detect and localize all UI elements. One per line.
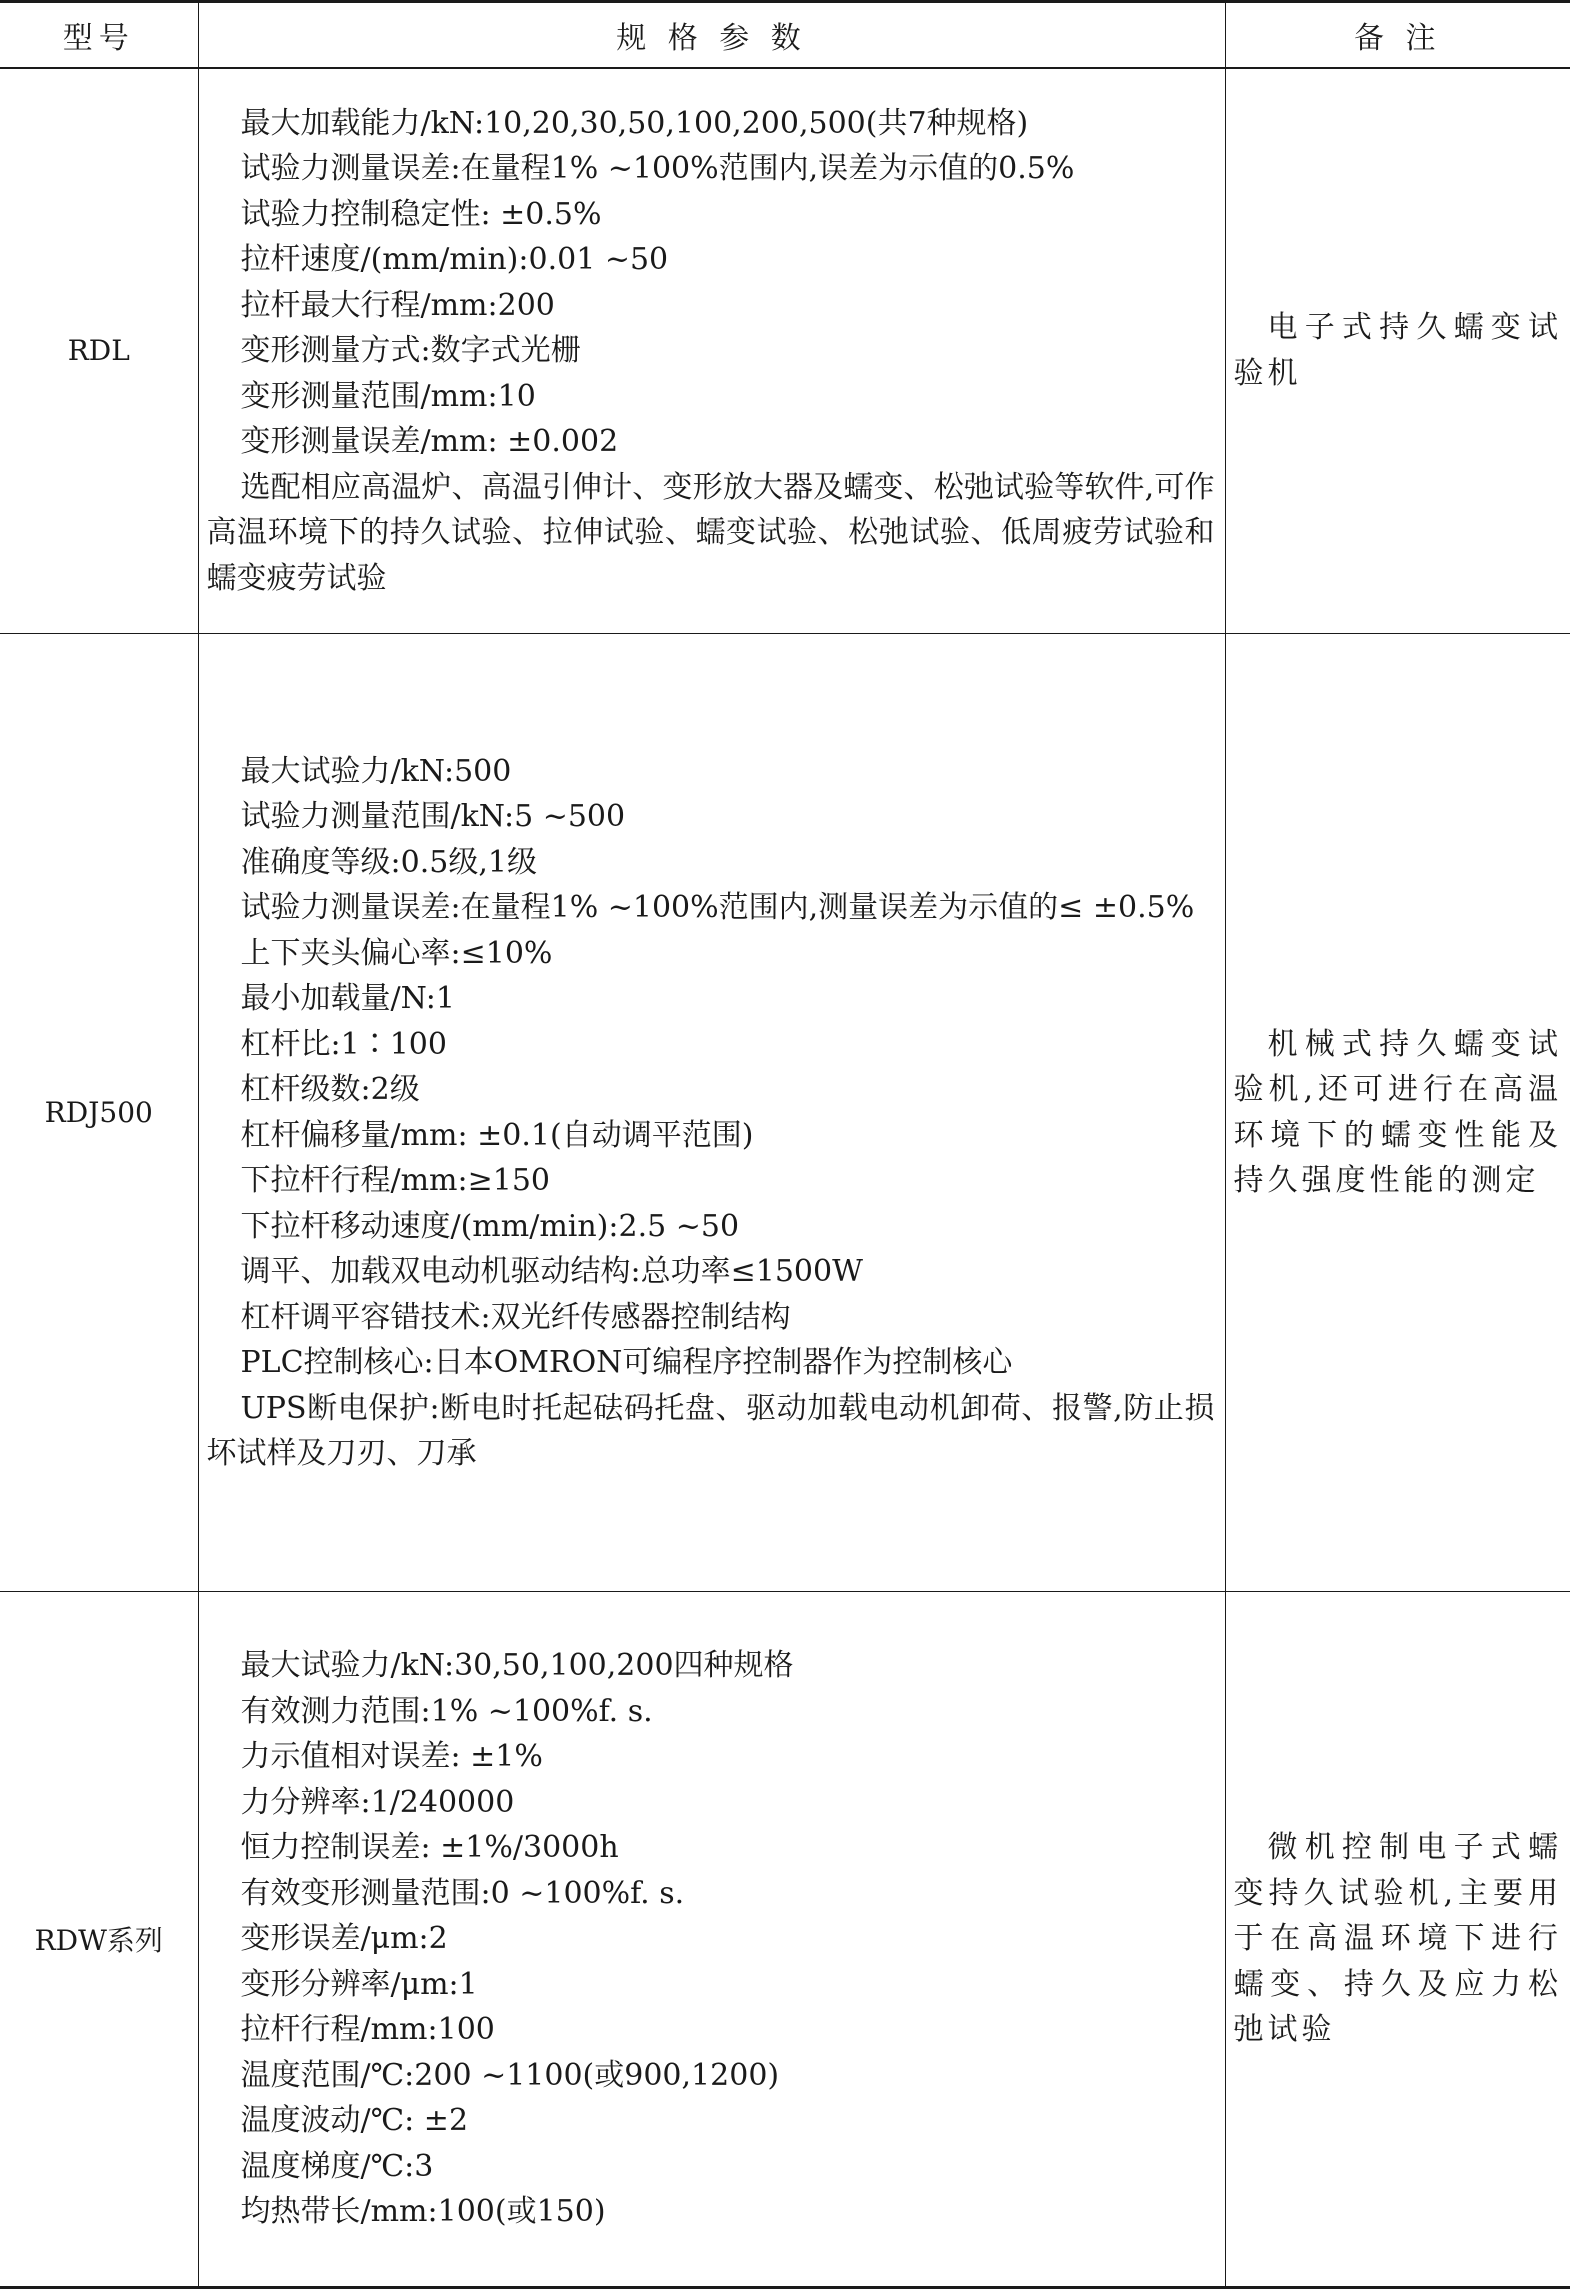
spec-line: 有效变形测量范围:0 ~100%f. s. xyxy=(240,1875,685,1911)
header-note: 备 注 xyxy=(1225,2,1570,68)
spec-line: 力示值相对误差: ±1% xyxy=(240,1739,543,1775)
spec-line: 恒力控制误差: ±1%/3000h xyxy=(240,1830,619,1866)
spec-line: 试验力测量误差:在量程1% ~100%范围内,测量误差为示值的≤ ±0.5% xyxy=(240,890,1195,925)
spec-line: 温度梯度/℃:3 xyxy=(240,2148,434,2184)
table-row-rdl xyxy=(0,68,1570,634)
spec-cell xyxy=(198,634,1225,1592)
spec-line: 变形测量方式:数字式光栅 xyxy=(240,333,581,368)
spec-line: 变形测量误差/mm: ±0.002 xyxy=(240,424,619,459)
spec-line: 上下夹头偏心率:≤10% xyxy=(240,935,553,971)
note-cell xyxy=(1225,68,1570,634)
spec-line: 最大加载能力/kN:10,20,30,50,100,200,500(共7种规格) xyxy=(240,105,1029,141)
model-cell: RDW系列 xyxy=(0,1592,198,2288)
spec-line: PLC控制核心:日本OMRON可编程序控制器作为控制核心 xyxy=(240,1345,1013,1380)
spec-cell xyxy=(198,68,1225,634)
spec-line: 杠杆比:1∶100 xyxy=(240,1026,447,1062)
spec-line: 选配相应高温炉、高温引伸计、变形放大器及蠕变、松弛试验等软件,可作高温环境下的持久试验、拉伸试验、蠕变试验、松弛试验、低周疲劳试验和蠕变疲劳试验 xyxy=(206,469,1215,596)
table-row-rdj500 xyxy=(0,634,1570,1592)
spec-line: 变形测量范围/mm:10 xyxy=(240,378,536,414)
spec-line: 拉杆最大行程/mm:200 xyxy=(240,287,555,323)
spec-line: 试验力测量范围/kN:5 ~500 xyxy=(240,799,626,834)
spec-line: 拉杆速度/(mm/min):0.01 ~50 xyxy=(240,242,669,277)
table-header-row xyxy=(0,2,1570,68)
note-text: 微机控制电子式蠕变持久试验机,主要用于在高温环境下进行蠕变、持久及应力松弛试验 xyxy=(1233,1830,1562,2048)
spec-line: 变形分辨率/μm:1 xyxy=(240,1966,478,2002)
spec-line: 最大试验力/kN:30,50,100,200四种规格 xyxy=(240,1648,794,1684)
spec-line: 杠杆偏移量/mm: ±0.1(自动调平范围) xyxy=(240,1117,754,1153)
spec-line: 均热带长/mm:100(或150) xyxy=(240,2194,606,2230)
spec-line: 最大试验力/kN:500 xyxy=(240,753,512,789)
spec-line: 下拉杆移动速度/(mm/min):2.5 ~50 xyxy=(240,1208,740,1244)
spec-line: 下拉杆行程/mm:≥150 xyxy=(240,1163,551,1198)
note-cell xyxy=(1225,634,1570,1592)
note-cell xyxy=(1225,1592,1570,2288)
table-row-rdw xyxy=(0,1592,1570,2288)
model-cell: RDJ500 xyxy=(0,634,198,1592)
spec-cell xyxy=(198,1592,1225,2288)
spec-line: 有效测力范围:1% ~100%f. s. xyxy=(240,1693,653,1729)
header-model: 型号 xyxy=(0,2,198,68)
note-text: 机械式持久蠕变试验机,还可进行在高温环境下的蠕变性能及持久强度性能的测定 xyxy=(1233,1026,1562,1198)
spec-line: 杠杆调平容错技术:双光纤传感器控制结构 xyxy=(240,1299,791,1335)
spec-line: 杠杆级数:2级 xyxy=(240,1072,420,1107)
header-spec: 规 格 参 数 xyxy=(198,2,1225,68)
model-cell: RDL xyxy=(0,68,198,634)
spec-line: UPS断电保护:断电时托起砝码托盘、驱动加载电动机卸荷、报警,防止损坏试样及刀刃、刀承 xyxy=(206,1390,1215,1471)
spec-line: 拉杆行程/mm:100 xyxy=(240,2012,495,2048)
spec-line: 变形误差/μm:2 xyxy=(240,1921,448,1957)
spec-line: 试验力控制稳定性: ±0.5% xyxy=(240,196,602,232)
spec-line: 调平、加载双电动机驱动结构:总功率≤1500W xyxy=(240,1254,863,1289)
spec-line: 温度波动/℃: ±2 xyxy=(240,2103,469,2139)
spec-line: 试验力测量误差:在量程1% ~100%范围内,误差为示值的0.5% xyxy=(240,151,1075,186)
spec-line: 力分辨率:1/240000 xyxy=(240,1784,515,1820)
spec-line: 最小加载量/N:1 xyxy=(240,981,455,1016)
spec-line: 温度范围/℃:200 ~1100(或900,1200) xyxy=(240,2057,780,2093)
note-text: 电子式持久蠕变试验机 xyxy=(1233,310,1562,391)
spec-line: 准确度等级:0.5级,1级 xyxy=(240,844,537,880)
